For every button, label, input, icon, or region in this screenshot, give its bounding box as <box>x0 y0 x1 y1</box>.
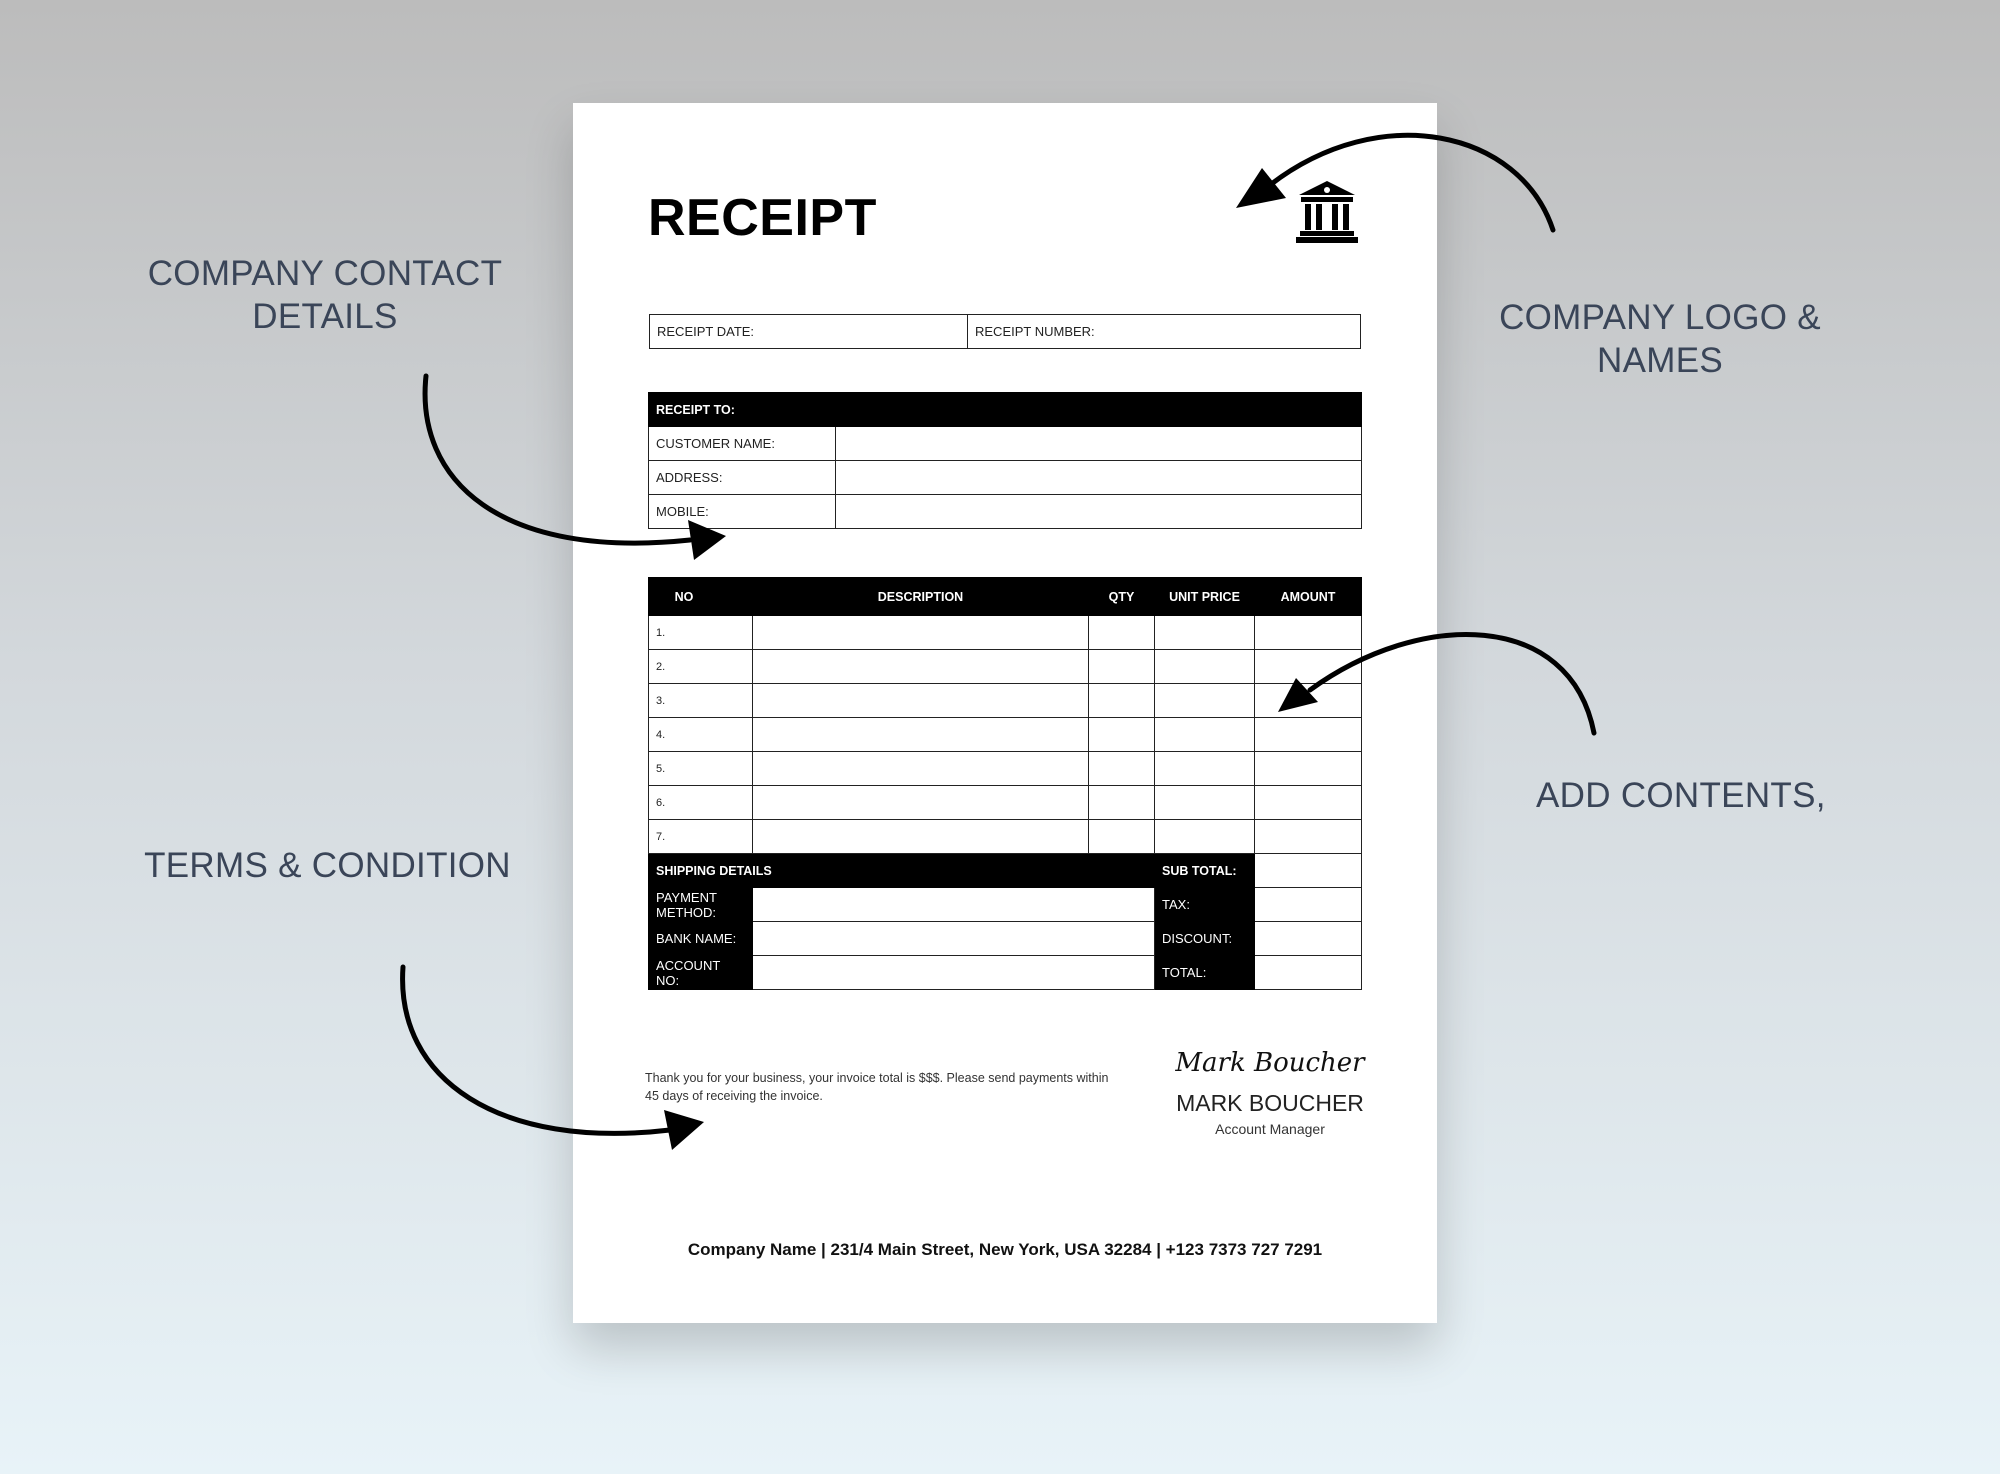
arrow-contact <box>425 376 690 543</box>
item-no: 1. <box>649 616 753 650</box>
address-label: ADDRESS: <box>649 461 836 495</box>
customer-name-label: CUSTOMER NAME: <box>649 427 836 461</box>
annotation-add-contents: ADD CONTENTS, <box>1536 776 1826 815</box>
mobile-label: MOBILE: <box>649 495 836 529</box>
discount-label: DISCOUNT: <box>1155 922 1255 956</box>
total-label: TOTAL: <box>1155 956 1255 990</box>
account-no-label: ACCOUNT NO: <box>649 956 753 990</box>
receipt-number-field[interactable]: RECEIPT NUMBER: <box>968 315 1361 349</box>
shipping-header: SHIPPING DETAILS <box>649 854 1155 888</box>
col-amount: AMOUNT <box>1255 578 1362 616</box>
receipt-to-header: RECEIPT TO: <box>649 393 1362 427</box>
signature-script: Mark Boucher <box>1175 1048 1365 1078</box>
arrow-logo <box>1270 135 1553 230</box>
col-qty: QTY <box>1089 578 1155 616</box>
col-no: NO <box>649 578 720 616</box>
item-no: 2. <box>649 650 753 684</box>
annotation-company-contact: COMPANY CONTACT DETAILS <box>147 254 503 336</box>
item-no: 6. <box>649 786 753 820</box>
payment-method-label: PAYMENT METHOD: <box>649 888 753 922</box>
terms-text: Thank you for your business, your invoice total is $$$. Please send payments within 45 days of receiving the invoice. <box>645 1071 1109 1103</box>
arrowhead-logo-icon <box>1236 168 1286 208</box>
arrowhead-terms-icon <box>664 1110 704 1150</box>
subtotal-label: SUB TOTAL: <box>1155 854 1255 888</box>
annotation-company-logo: COMPANY LOGO & NAMES <box>1499 298 1821 380</box>
item-no: 7. <box>649 820 753 854</box>
item-no: 5. <box>649 752 753 786</box>
signer-role: Account Manager <box>1215 1121 1325 1137</box>
arrow-terms <box>403 967 670 1133</box>
annotation-terms: TERMS & CONDITION <box>144 846 511 885</box>
item-no: 3. <box>649 684 753 718</box>
bank-name-label: BANK NAME: <box>649 922 753 956</box>
arrow-contents <box>1310 635 1594 733</box>
item-no: 4. <box>649 718 753 752</box>
col-description: DESCRIPTION <box>753 578 1089 616</box>
receipt-title: RECEIPT <box>648 189 877 247</box>
receipt-date-field[interactable]: RECEIPT DATE: <box>650 315 968 349</box>
col-unit-price: UNIT PRICE <box>1155 578 1255 616</box>
signer-name: MARK BOUCHER <box>1176 1090 1364 1116</box>
company-footer: Company Name | 231/4 Main Street, New York, USA 32284 | +123 7373 727 7291 <box>687 1240 1323 1259</box>
arrowhead-contact-icon <box>688 520 726 560</box>
tax-label: TAX: <box>1155 888 1255 922</box>
arrowhead-contents-icon <box>1278 678 1318 712</box>
